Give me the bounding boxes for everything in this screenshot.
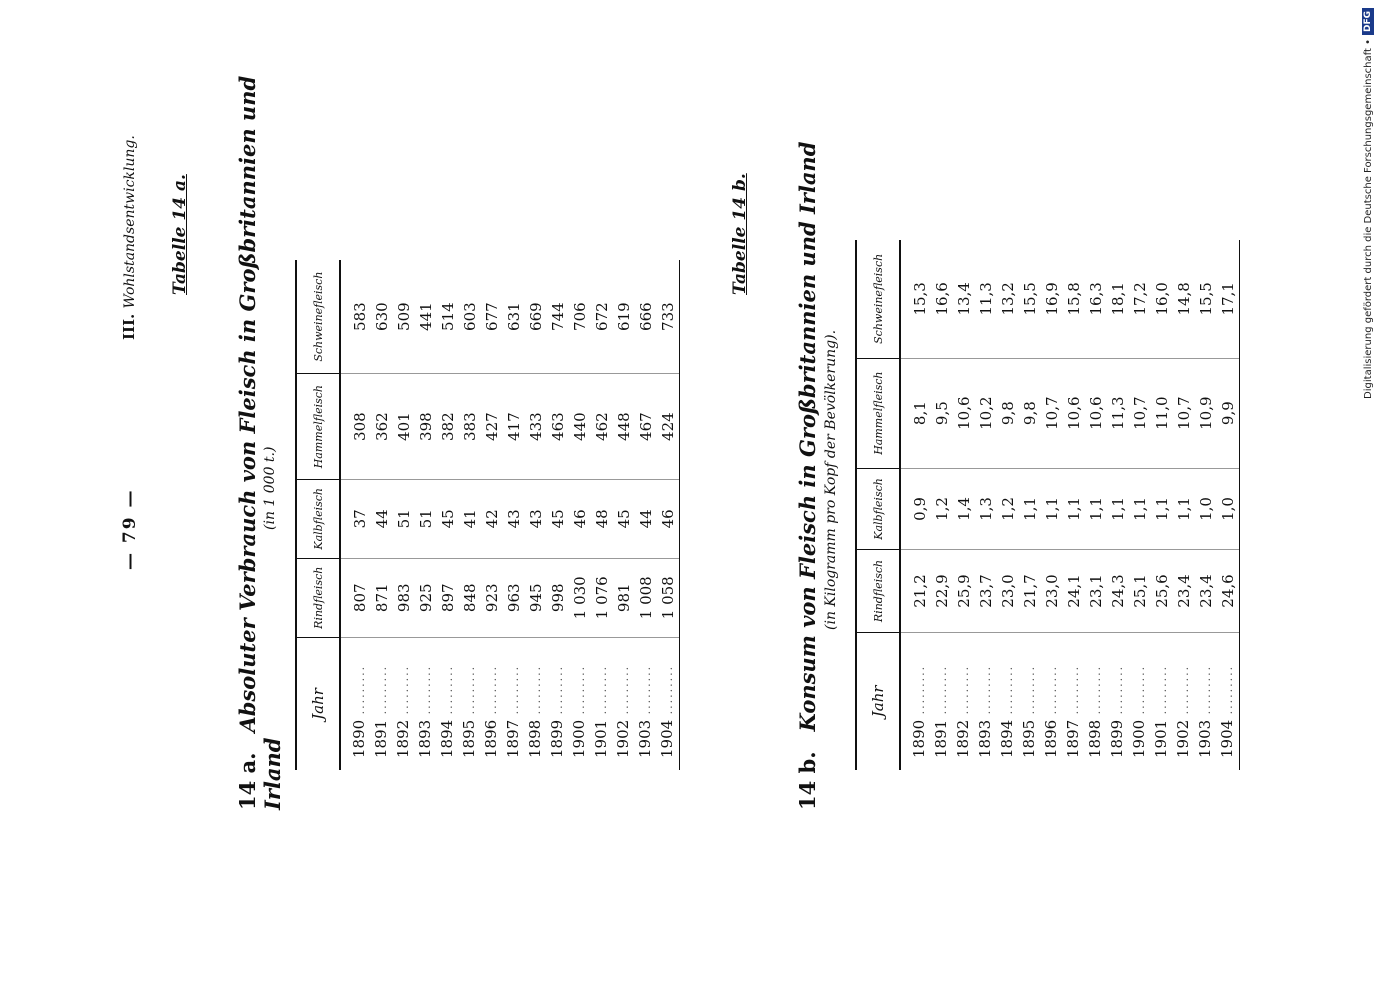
value-cell: 15,5 bbox=[1019, 240, 1041, 358]
value-cell: 467 bbox=[635, 374, 657, 480]
year-cell bbox=[1195, 632, 1217, 770]
table-header-row bbox=[856, 240, 900, 770]
value-cell: 10,6 bbox=[1063, 358, 1085, 468]
year-cell bbox=[953, 632, 975, 770]
table-row bbox=[1107, 240, 1129, 770]
leader-dots: ......... bbox=[1002, 664, 1015, 720]
value-cell: 945 bbox=[525, 558, 547, 637]
value-cell: 630 bbox=[371, 260, 393, 374]
year-value: 1890 bbox=[350, 719, 368, 758]
value-cell: 448 bbox=[613, 374, 635, 480]
table-row bbox=[953, 240, 975, 770]
year-cell bbox=[1173, 632, 1195, 770]
column-header: Hammelfleisch bbox=[856, 358, 900, 468]
leader-dots: ......... bbox=[376, 664, 389, 720]
year-value: 1897 bbox=[1064, 719, 1082, 758]
year-value: 1896 bbox=[482, 719, 500, 758]
year-cell bbox=[503, 637, 525, 770]
leader-dots: ......... bbox=[574, 664, 587, 720]
value-cell: 24,3 bbox=[1107, 550, 1129, 632]
value-cell: 17,2 bbox=[1129, 240, 1151, 358]
value-cell: 1,2 bbox=[997, 468, 1019, 550]
table-row bbox=[415, 260, 437, 770]
value-cell: 963 bbox=[503, 558, 525, 637]
year-value: 1902 bbox=[1174, 719, 1192, 758]
value-cell: 16,6 bbox=[931, 240, 953, 358]
year-value: 1892 bbox=[954, 719, 972, 758]
value-cell: 11,3 bbox=[1107, 358, 1129, 468]
table-a-reference: Tabelle 14 a. bbox=[170, 174, 190, 295]
table-row bbox=[1217, 240, 1240, 770]
leader-dots: ......... bbox=[958, 664, 971, 720]
year-cell bbox=[997, 632, 1019, 770]
leader-dots: ......... bbox=[1178, 664, 1191, 720]
leader-dots: ......... bbox=[420, 664, 433, 720]
year-value: 1891 bbox=[932, 719, 950, 758]
year-cell bbox=[1019, 632, 1041, 770]
value-cell: 398 bbox=[415, 374, 437, 480]
leader-dots: ......... bbox=[464, 664, 477, 720]
table-row bbox=[547, 260, 569, 770]
value-cell: 22,9 bbox=[931, 550, 953, 632]
column-header: Schweinefleisch bbox=[296, 260, 340, 374]
year-cell bbox=[459, 637, 481, 770]
year-value: 1902 bbox=[614, 719, 632, 758]
year-cell bbox=[393, 637, 415, 770]
leader-dots: ......... bbox=[508, 664, 521, 720]
table-row bbox=[900, 240, 931, 770]
year-cell bbox=[1217, 632, 1240, 770]
value-cell: 16,3 bbox=[1085, 240, 1107, 358]
leader-dots: ......... bbox=[1046, 664, 1059, 720]
value-cell: 17,1 bbox=[1217, 240, 1240, 358]
value-cell: 1,1 bbox=[1085, 468, 1107, 550]
table-row bbox=[591, 260, 613, 770]
leader-dots: ......... bbox=[914, 664, 927, 720]
leader-dots: ......... bbox=[1068, 664, 1081, 720]
value-cell: 46 bbox=[569, 480, 591, 559]
table-a-title-text: Absoluter Verbrauch von Fleisch in Großbritannien und Irland bbox=[235, 75, 285, 810]
value-cell: 45 bbox=[547, 480, 569, 559]
value-cell: 11,0 bbox=[1151, 358, 1173, 468]
leader-dots: ......... bbox=[1024, 664, 1037, 720]
value-cell: 48 bbox=[591, 480, 613, 559]
year-value: 1895 bbox=[1020, 719, 1038, 758]
value-cell: 308 bbox=[340, 374, 371, 480]
leader-dots: ......... bbox=[936, 664, 949, 720]
value-cell: 463 bbox=[547, 374, 569, 480]
year-value: 1903 bbox=[636, 719, 654, 758]
leader-dots: ......... bbox=[596, 664, 609, 720]
column-header-year: Jahr bbox=[296, 637, 340, 770]
value-cell: 15,8 bbox=[1063, 240, 1085, 358]
value-cell: 46 bbox=[657, 480, 680, 559]
year-value: 1897 bbox=[504, 719, 522, 758]
table-row bbox=[635, 260, 657, 770]
column-header: Hammelfleisch bbox=[296, 374, 340, 480]
value-cell: 669 bbox=[525, 260, 547, 374]
table-row bbox=[1173, 240, 1195, 770]
value-cell: 433 bbox=[525, 374, 547, 480]
table-b-number: 14 b. bbox=[795, 751, 820, 810]
value-cell: 1,0 bbox=[1217, 468, 1240, 550]
value-cell: 15,3 bbox=[900, 240, 931, 358]
value-cell: 583 bbox=[340, 260, 371, 374]
value-cell: 9,9 bbox=[1217, 358, 1240, 468]
year-value: 1896 bbox=[1042, 719, 1060, 758]
table-row bbox=[975, 240, 997, 770]
value-cell: 401 bbox=[393, 374, 415, 480]
table-row bbox=[997, 240, 1019, 770]
value-cell: 666 bbox=[635, 260, 657, 374]
value-cell: 16,0 bbox=[1151, 240, 1173, 358]
value-cell: 509 bbox=[393, 260, 415, 374]
leader-dots: ......... bbox=[662, 664, 675, 720]
column-header: Rindfleisch bbox=[296, 558, 340, 637]
value-cell: 51 bbox=[415, 480, 437, 559]
value-cell: 382 bbox=[437, 374, 459, 480]
value-cell: 427 bbox=[481, 374, 503, 480]
leader-dots: ......... bbox=[1222, 664, 1235, 720]
value-cell: 1,1 bbox=[1041, 468, 1063, 550]
value-cell: 18,1 bbox=[1107, 240, 1129, 358]
value-cell: 1 076 bbox=[591, 558, 613, 637]
column-header: Schweinefleisch bbox=[856, 240, 900, 358]
value-cell: 13,4 bbox=[953, 240, 975, 358]
year-value: 1895 bbox=[460, 719, 478, 758]
table-row bbox=[503, 260, 525, 770]
value-cell: 619 bbox=[613, 260, 635, 374]
year-value: 1901 bbox=[1152, 719, 1170, 758]
table-row bbox=[459, 260, 481, 770]
value-cell: 1 030 bbox=[569, 558, 591, 637]
value-cell: 43 bbox=[525, 480, 547, 559]
value-cell: 1 058 bbox=[657, 558, 680, 637]
year-cell bbox=[481, 637, 503, 770]
value-cell: 42 bbox=[481, 480, 503, 559]
year-value: 1894 bbox=[438, 719, 456, 758]
leader-dots: ......... bbox=[1156, 664, 1169, 720]
value-cell: 24,1 bbox=[1063, 550, 1085, 632]
value-cell: 21,2 bbox=[900, 550, 931, 632]
page-number: — 79 — bbox=[120, 488, 140, 570]
year-cell bbox=[340, 637, 371, 770]
value-cell: 24,6 bbox=[1217, 550, 1240, 632]
value-cell: 441 bbox=[415, 260, 437, 374]
value-cell: 677 bbox=[481, 260, 503, 374]
table-row bbox=[1085, 240, 1107, 770]
year-cell bbox=[591, 637, 613, 770]
value-cell: 733 bbox=[657, 260, 680, 374]
leader-dots: ......... bbox=[442, 664, 455, 720]
year-value: 1891 bbox=[372, 719, 390, 758]
value-cell: 25,6 bbox=[1151, 550, 1173, 632]
chapter-title: Wohlstandsentwicklung. bbox=[122, 135, 138, 309]
value-cell: 10,7 bbox=[1041, 358, 1063, 468]
table-row bbox=[613, 260, 635, 770]
table-row bbox=[1195, 240, 1217, 770]
year-value: 1900 bbox=[570, 719, 588, 758]
dfg-funding-note bbox=[1359, 8, 1377, 399]
value-cell: 25,9 bbox=[953, 550, 975, 632]
value-cell: 1,1 bbox=[1019, 468, 1041, 550]
value-cell: 1,4 bbox=[953, 468, 975, 550]
value-cell: 44 bbox=[635, 480, 657, 559]
year-value: 1899 bbox=[548, 719, 566, 758]
value-cell: 362 bbox=[371, 374, 393, 480]
value-cell: 9,8 bbox=[997, 358, 1019, 468]
column-header: Kalbfleisch bbox=[296, 480, 340, 559]
year-value: 1893 bbox=[416, 719, 434, 758]
leader-dots: ......... bbox=[1090, 664, 1103, 720]
leader-dots: ......... bbox=[1134, 664, 1147, 720]
value-cell: 10,7 bbox=[1129, 358, 1151, 468]
value-cell: 21,7 bbox=[1019, 550, 1041, 632]
leader-dots: ......... bbox=[980, 664, 993, 720]
value-cell: 1,0 bbox=[1195, 468, 1217, 550]
value-cell: 10,9 bbox=[1195, 358, 1217, 468]
table-row bbox=[931, 240, 953, 770]
year-value: 1894 bbox=[998, 719, 1016, 758]
leader-dots: ......... bbox=[530, 664, 543, 720]
table-row bbox=[569, 260, 591, 770]
value-cell: 1 008 bbox=[635, 558, 657, 637]
year-cell bbox=[371, 637, 393, 770]
rotated-page-content bbox=[40, 0, 1340, 1000]
value-cell: 383 bbox=[459, 374, 481, 480]
table-row bbox=[657, 260, 680, 770]
value-cell: 10,2 bbox=[975, 358, 997, 468]
column-header-year: Jahr bbox=[856, 632, 900, 770]
value-cell: 871 bbox=[371, 558, 393, 637]
year-value: 1890 bbox=[910, 719, 928, 758]
leader-dots: ......... bbox=[640, 664, 653, 720]
value-cell: 1,1 bbox=[1173, 468, 1195, 550]
leader-dots: ......... bbox=[552, 664, 565, 720]
value-cell: 998 bbox=[547, 558, 569, 637]
value-cell: 1,1 bbox=[1063, 468, 1085, 550]
value-cell: 15,5 bbox=[1195, 240, 1217, 358]
value-cell: 44 bbox=[371, 480, 393, 559]
year-value: 1898 bbox=[526, 719, 544, 758]
year-cell bbox=[1107, 632, 1129, 770]
value-cell: 23,1 bbox=[1085, 550, 1107, 632]
value-cell: 1,1 bbox=[1151, 468, 1173, 550]
table-row bbox=[437, 260, 459, 770]
value-cell: 23,4 bbox=[1195, 550, 1217, 632]
value-cell: 10,6 bbox=[1085, 358, 1107, 468]
value-cell: 1,1 bbox=[1129, 468, 1151, 550]
value-cell: 983 bbox=[393, 558, 415, 637]
year-cell bbox=[1129, 632, 1151, 770]
year-value: 1903 bbox=[1196, 719, 1214, 758]
value-cell: 897 bbox=[437, 558, 459, 637]
year-value: 1893 bbox=[976, 719, 994, 758]
value-cell: 417 bbox=[503, 374, 525, 480]
year-cell bbox=[635, 637, 657, 770]
table-a-title bbox=[235, 10, 285, 810]
value-cell: 672 bbox=[591, 260, 613, 374]
column-header: Rindfleisch bbox=[856, 550, 900, 632]
dfg-logo: DFG bbox=[1362, 8, 1374, 35]
page-header bbox=[120, 0, 150, 1000]
value-cell: 807 bbox=[340, 558, 371, 637]
table-b-title-text: Konsum von Fleisch in Großbritannien und Irland bbox=[795, 141, 820, 732]
year-cell bbox=[657, 637, 680, 770]
value-cell: 23,0 bbox=[1041, 550, 1063, 632]
table-row bbox=[525, 260, 547, 770]
year-cell bbox=[1063, 632, 1085, 770]
chapter-heading bbox=[120, 135, 138, 340]
value-cell: 23,0 bbox=[997, 550, 1019, 632]
value-cell: 8,1 bbox=[900, 358, 931, 468]
value-cell: 16,9 bbox=[1041, 240, 1063, 358]
year-cell bbox=[437, 637, 459, 770]
table-row bbox=[371, 260, 393, 770]
table-b bbox=[855, 240, 1240, 770]
table-row bbox=[481, 260, 503, 770]
value-cell: 13,2 bbox=[997, 240, 1019, 358]
value-cell: 706 bbox=[569, 260, 591, 374]
value-cell: 10,6 bbox=[953, 358, 975, 468]
year-cell bbox=[613, 637, 635, 770]
value-cell: 925 bbox=[415, 558, 437, 637]
table-b-subtitle: (in Kilogramm pro Kopf der Bevölkerung). bbox=[823, 329, 839, 630]
year-value: 1898 bbox=[1086, 719, 1104, 758]
year-value: 1899 bbox=[1108, 719, 1126, 758]
table-row bbox=[1063, 240, 1085, 770]
leader-dots: ......... bbox=[354, 664, 367, 720]
value-cell: 45 bbox=[613, 480, 635, 559]
value-cell: 923 bbox=[481, 558, 503, 637]
value-cell: 981 bbox=[613, 558, 635, 637]
value-cell: 462 bbox=[591, 374, 613, 480]
year-cell bbox=[547, 637, 569, 770]
year-value: 1892 bbox=[394, 719, 412, 758]
leader-dots: ......... bbox=[618, 664, 631, 720]
chapter-number: III. bbox=[120, 313, 138, 340]
table-a-subtitle: (in 1 000 t.) bbox=[262, 446, 278, 530]
value-cell: 37 bbox=[340, 480, 371, 559]
table-row bbox=[1129, 240, 1151, 770]
value-cell: 424 bbox=[657, 374, 680, 480]
value-cell: 23,7 bbox=[975, 550, 997, 632]
value-cell: 23,4 bbox=[1173, 550, 1195, 632]
value-cell: 11,3 bbox=[975, 240, 997, 358]
leader-dots: ......... bbox=[1200, 664, 1213, 720]
year-cell bbox=[975, 632, 997, 770]
year-cell bbox=[900, 632, 931, 770]
table-row bbox=[1151, 240, 1173, 770]
value-cell: 1,2 bbox=[931, 468, 953, 550]
table-a bbox=[295, 260, 680, 770]
year-value: 1904 bbox=[1218, 719, 1236, 758]
value-cell: 1,3 bbox=[975, 468, 997, 550]
table-b-reference: Tabelle 14 b. bbox=[730, 173, 750, 295]
value-cell: 848 bbox=[459, 558, 481, 637]
table-b-title bbox=[795, 10, 820, 810]
value-cell: 45 bbox=[437, 480, 459, 559]
year-cell bbox=[569, 637, 591, 770]
leader-dots: ......... bbox=[1112, 664, 1125, 720]
year-cell bbox=[1151, 632, 1173, 770]
value-cell: 10,7 bbox=[1173, 358, 1195, 468]
leader-dots: ......... bbox=[486, 664, 499, 720]
value-cell: 0,9 bbox=[900, 468, 931, 550]
year-value: 1901 bbox=[592, 719, 610, 758]
value-cell: 744 bbox=[547, 260, 569, 374]
table-row bbox=[1041, 240, 1063, 770]
leader-dots: ......... bbox=[398, 664, 411, 720]
value-cell: 14,8 bbox=[1173, 240, 1195, 358]
dfg-note-text: Digitalisierung gefördert durch die Deutsche Forschungsgemeinschaft • bbox=[1362, 39, 1374, 399]
column-header: Kalbfleisch bbox=[856, 468, 900, 550]
year-value: 1904 bbox=[658, 719, 676, 758]
year-cell bbox=[1085, 632, 1107, 770]
table-row bbox=[393, 260, 415, 770]
value-cell: 43 bbox=[503, 480, 525, 559]
table-row bbox=[340, 260, 371, 770]
value-cell: 514 bbox=[437, 260, 459, 374]
value-cell: 41 bbox=[459, 480, 481, 559]
year-cell bbox=[415, 637, 437, 770]
year-cell bbox=[525, 637, 547, 770]
value-cell: 603 bbox=[459, 260, 481, 374]
value-cell: 9,8 bbox=[1019, 358, 1041, 468]
year-value: 1900 bbox=[1130, 719, 1148, 758]
value-cell: 51 bbox=[393, 480, 415, 559]
value-cell: 25,1 bbox=[1129, 550, 1151, 632]
value-cell: 440 bbox=[569, 374, 591, 480]
value-cell: 1,1 bbox=[1107, 468, 1129, 550]
value-cell: 9,5 bbox=[931, 358, 953, 468]
year-cell bbox=[931, 632, 953, 770]
value-cell: 631 bbox=[503, 260, 525, 374]
table-a-number: 14 a. bbox=[235, 752, 260, 810]
year-cell bbox=[1041, 632, 1063, 770]
table-row bbox=[1019, 240, 1041, 770]
table-header-row bbox=[296, 260, 340, 770]
